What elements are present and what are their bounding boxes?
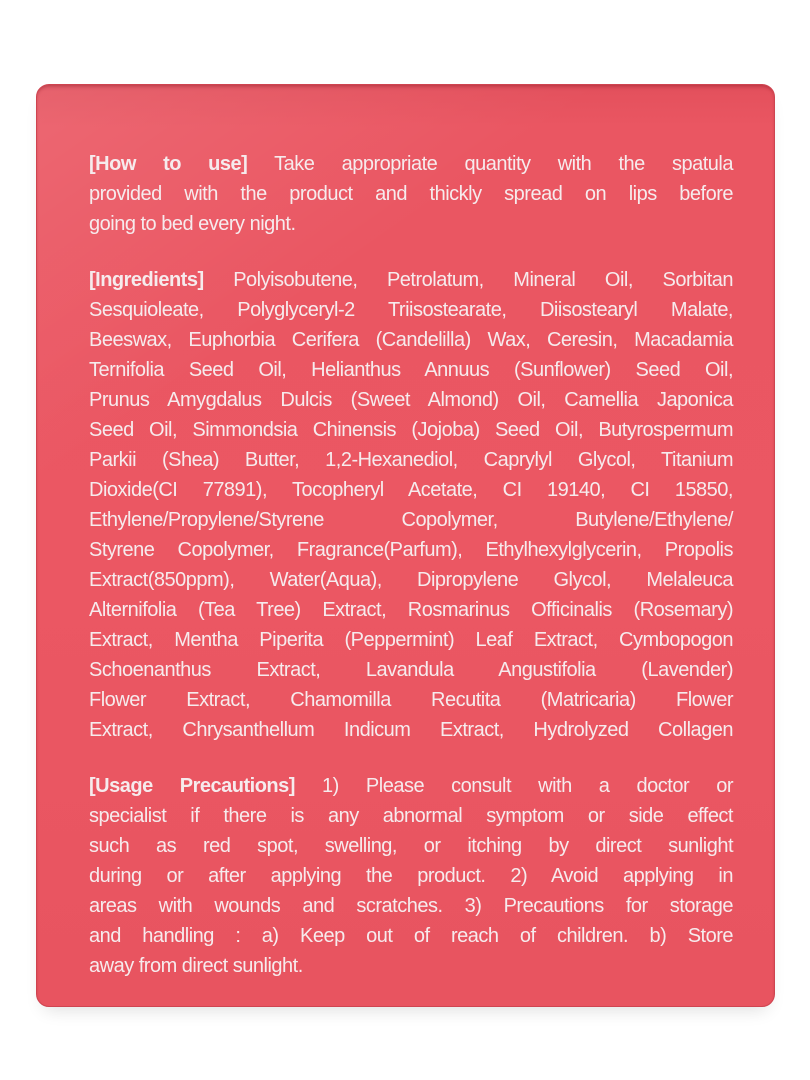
text-line: Parkii (Shea) Butter, 1,2-Hexanediol, Caprylyl Glycol, Titanium: [89, 449, 733, 471]
section-label: [Ingredients]: [89, 269, 204, 291]
text-line: and handling : a) Keep out of reach of children. b) Store: [89, 925, 733, 947]
text-line: Ethylene/Propylene/Styrene Copolymer, Butylene/Ethylene/: [89, 509, 733, 531]
text-line: such as red spot, swelling, or itching by direct sunlight: [89, 835, 733, 857]
text-line: Beeswax, Euphorbia Cerifera (Candelilla) Wax, Ceresin, Macadamia: [89, 329, 733, 351]
text-line: areas with wounds and scratches. 3) Precautions for storage: [89, 895, 733, 917]
text-line: Styrene Copolymer, Fragrance(Parfum), Ethylhexylglycerin, Propolis: [89, 539, 733, 561]
text-line: Schoenanthus Extract, Lavandula Angustifolia (Lavender): [89, 659, 733, 681]
text-line: provided with the product and thickly spread on lips before: [89, 183, 733, 205]
text-line: Sesquioleate, Polyglyceryl-2 Triisostearate, Diisostearyl Malate,: [89, 299, 733, 321]
text-line: [Ingredients] Polyisobutene, Petrolatum, Mineral Oil, Sorbitan: [89, 269, 733, 291]
text-line: Extract(850ppm), Water(Aqua), Dipropylene Glycol, Melaleuca: [89, 569, 733, 591]
text-line: Prunus Amygdalus Dulcis (Sweet Almond) Oil, Camellia Japonica: [89, 389, 733, 411]
text-line: during or after applying the product. 2) Avoid applying in: [89, 865, 733, 887]
text-line: Alternifolia (Tea Tree) Extract, Rosmarinus Officinalis (Rosemary): [89, 599, 733, 621]
section-ingredients: [89, 265, 733, 745]
text-line: specialist if there is any abnormal symptom or side effect: [89, 805, 733, 827]
section-label: [How to use]: [89, 153, 248, 175]
section-label: [Usage Precautions]: [89, 775, 295, 797]
text-line: Dioxide(CI 77891), Tocopheryl Acetate, CI 19140, CI 15850,: [89, 479, 733, 501]
text-line: Extract, Mentha Piperita (Peppermint) Leaf Extract, Cymbopogon: [89, 629, 733, 651]
section-usage-precautions: [89, 771, 733, 981]
text-line: Seed Oil, Simmondsia Chinensis (Jojoba) Seed Oil, Butyrospermum: [89, 419, 733, 441]
text-line: [Usage Precautions] 1) Please consult with a doctor or: [89, 775, 733, 797]
text-line: Ternifolia Seed Oil, Helianthus Annuus (Sunflower) Seed Oil,: [89, 359, 733, 381]
text-line: away from direct sunlight.: [89, 955, 303, 977]
text-line: Extract, Chrysanthellum Indicum Extract, Hydrolyzed Collagen: [89, 719, 733, 741]
text-line: Flower Extract, Chamomilla Recutita (Matricaria) Flower: [89, 689, 733, 711]
text-line: going to bed every night.: [89, 213, 296, 235]
package-back-panel: [36, 84, 775, 1007]
panel-text: [37, 85, 774, 981]
section-how-to-use: [89, 149, 733, 239]
text-line: [How to use] Take appropriate quantity with the spatula: [89, 153, 733, 175]
